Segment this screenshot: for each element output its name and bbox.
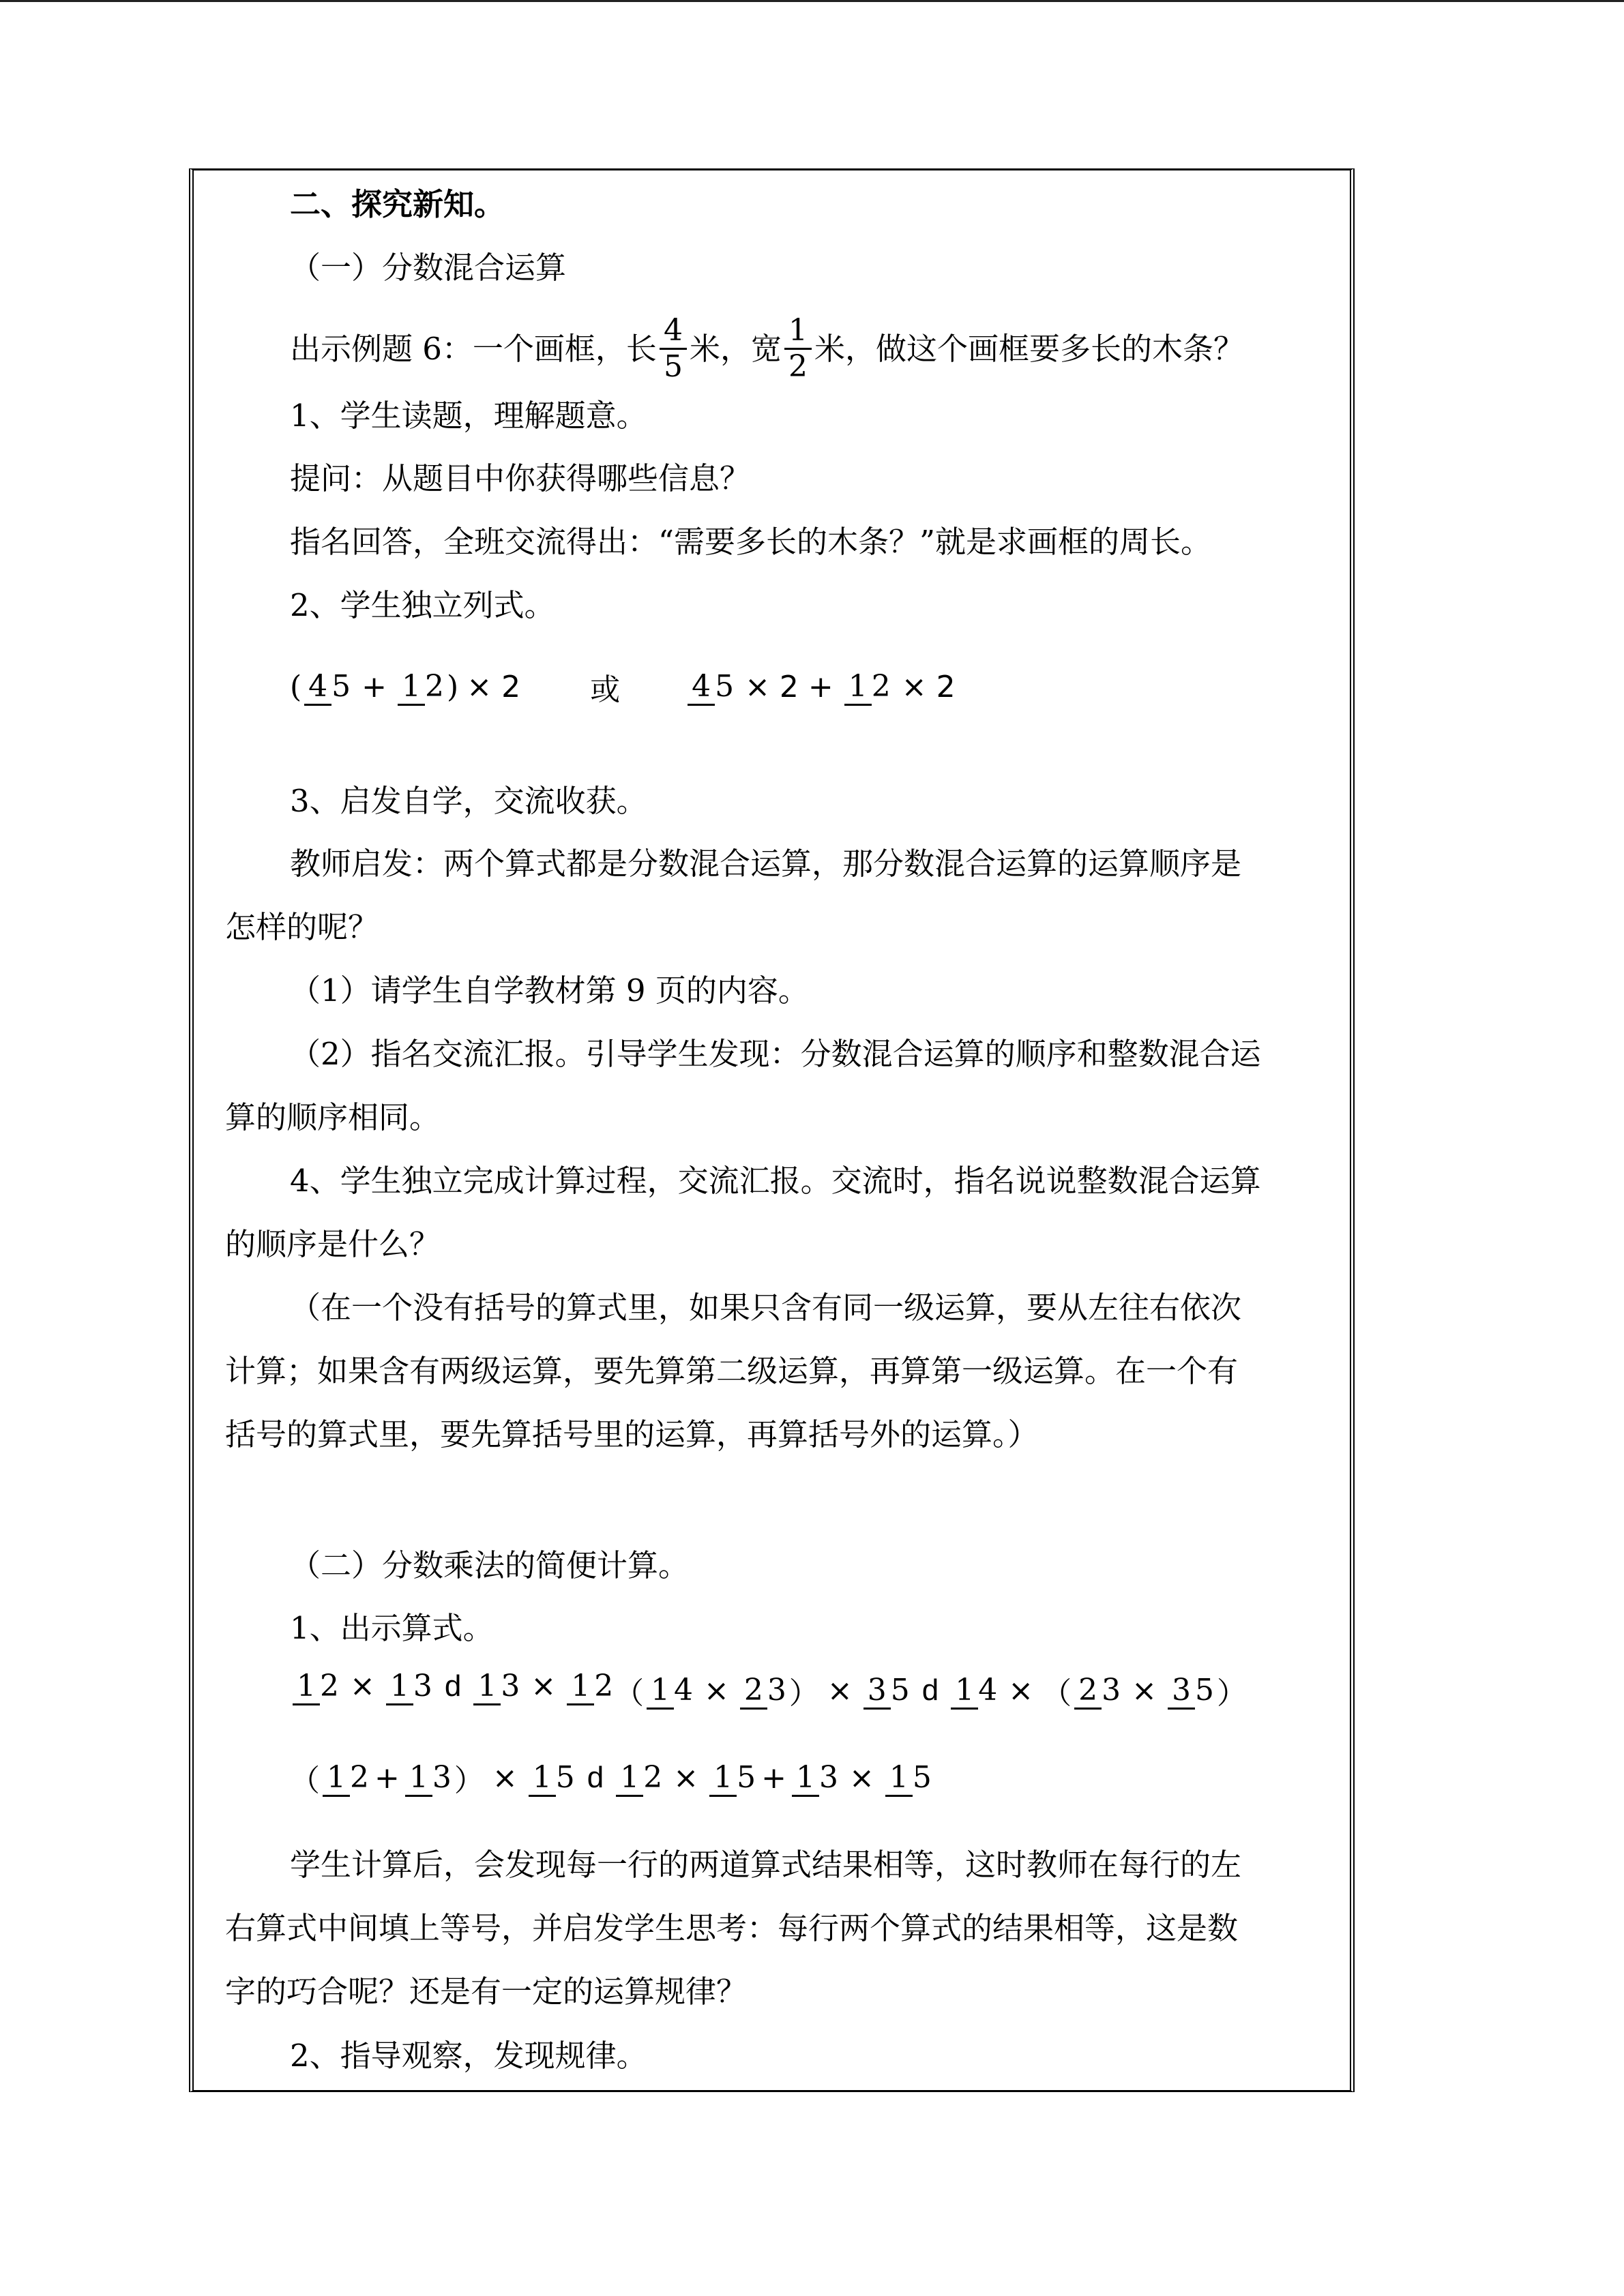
step-4-line-1: 4、学生独立完成计算过程，交流汇报。交流时，指名说说整数混合运算 [290, 1163, 1261, 1199]
blank-marker: d [921, 1673, 939, 1707]
expression-row-2: （ 1 2 + 1 3 ） × 1 5 d 1 2 × 1 5 + 1 3 × 1 5 [290, 1760, 932, 1798]
example-tail: 米，做这个画框要多长的木条？ [814, 330, 1244, 367]
teacher-prompt-line-1: 教师启发：两个算式都是分数混合运算，那分数混合运算的运算顺序是 [290, 846, 1242, 882]
step-2: 2、学生独立列式。 [290, 587, 555, 623]
expression-row-1-b: （ 1 4 × 2 3 ） × 3 5 d 1 4 × （ 2 3 × 3 5 ） [614, 1673, 1247, 1711]
width-fraction: $\frac{1}{2}$ [784, 314, 812, 384]
report-item-line-1: （2）指名交流汇报。引导学生发现：分数混合运算的顺序和整数混合运 [290, 1036, 1261, 1072]
subsection-title-simplified-calc: （二）分数乘法的简便计算。 [290, 1547, 690, 1583]
length-fraction: $\frac{4}{5}$ [660, 314, 687, 384]
report-item-line-2: 算的顺序相同。 [225, 1099, 441, 1135]
observation-line-2: 右算式中间填上等号，并启发学生思考：每行两个算式的结果相等，这是数 [225, 1910, 1239, 1946]
answer-summary: 指名回答，全班交流得出：“需要多长的木条？”就是求画框的周长。 [290, 524, 1212, 560]
example-mid: 米，宽 [689, 330, 782, 367]
section-heading: 二、探究新知。 [290, 186, 505, 222]
fraction-1-2-b: 1 2 [844, 670, 891, 704]
step-4-line-2: 的顺序是什么？ [225, 1226, 441, 1262]
subsection-title-mixed-operations: （一）分数混合运算 [290, 250, 567, 286]
fraction-4-5-b: 4 5 [688, 670, 734, 704]
rule-line-2: 计算；如果含有两级运算，要先算第二级运算，再算第一级运算。在一个有 [225, 1353, 1239, 1389]
rule-line-3: 括号的算式里，要先算括号里的运算，再算括号外的运算。） [225, 1416, 1039, 1452]
or-word: 或 [590, 672, 621, 707]
self-study-item: （1）请学生自学教材第 9 页的内容。 [290, 972, 809, 1009]
example-6-text [290, 314, 1244, 384]
rule-line-1: （在一个没有括号的算式里，如果只含有同一级运算，要从左往右依次 [290, 1289, 1242, 1326]
expression-line: ( 4 5 + 1 2 ) × 2 或 4 5 × 2 + 1 2 × 2 [290, 665, 964, 709]
observation-line-1: 学生计算后，会发现每一行的两道算式结果相等，这时教师在每行的左 [290, 1847, 1242, 1883]
example-lead: 出示例题 6：一个画框，长 [290, 330, 657, 367]
blank-marker: d [444, 1669, 462, 1703]
step-3: 3、启发自学，交流收获。 [290, 783, 647, 819]
page-top-rule [0, 0, 1624, 2]
show-expressions: 1、出示算式。 [290, 1610, 494, 1646]
observation-line-3: 字的巧合呢？还是有一定的运算规律？ [225, 1973, 748, 2010]
step-2-observe: 2、指导观察，发现规律。 [290, 2038, 647, 2074]
expression-row-1: 1 2 × 1 3 d 1 3 × 1 2 [290, 1669, 616, 1703]
step-1: 1、学生读题，理解题意。 [290, 398, 647, 434]
question-prompt: 提问：从题目中你获得哪些信息？ [290, 460, 751, 496]
fraction-4-5: 4 5 [304, 670, 351, 704]
fraction-1-2: 1 2 [398, 670, 444, 704]
blank-marker: d [587, 1761, 604, 1794]
teacher-prompt-line-2: 怎样的呢？ [225, 909, 379, 945]
